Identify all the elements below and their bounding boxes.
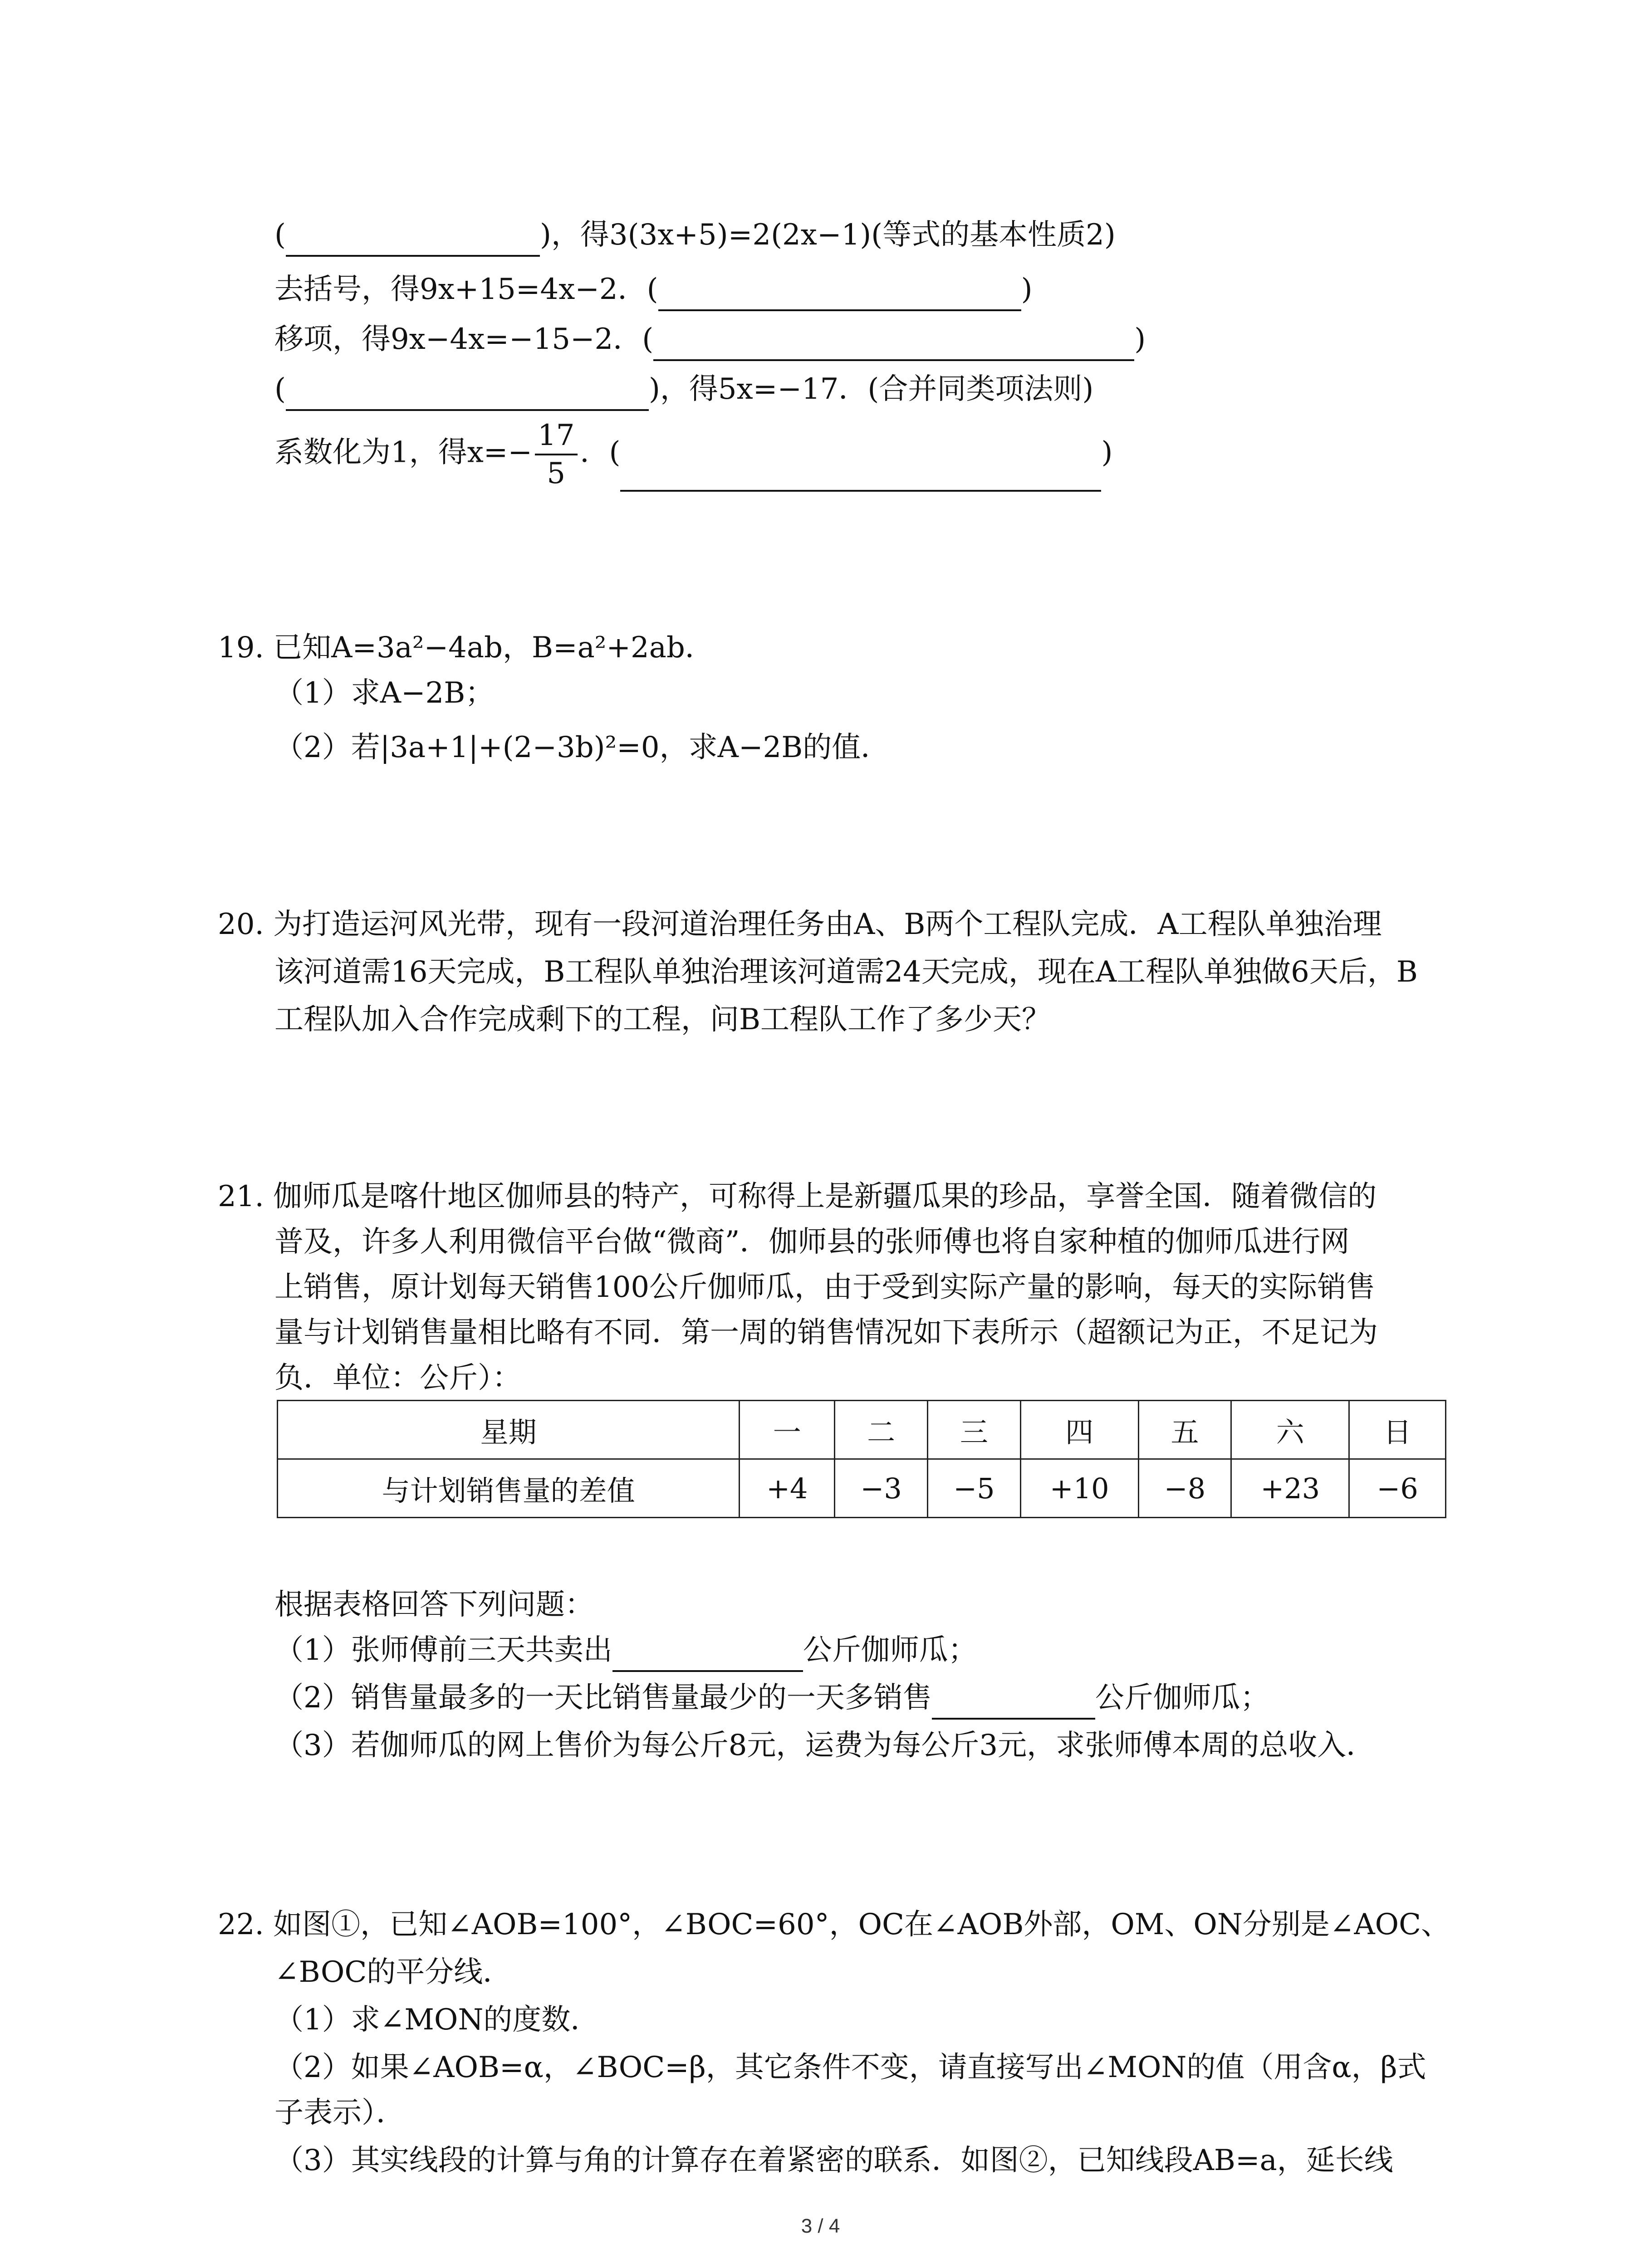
- table-header-cell: 一: [740, 1401, 835, 1459]
- table-row: [278, 1459, 1446, 1518]
- question-21-line-2: 普及，许多人利用微信平台做“微商”．伽师县的张师傅也将自家种植的伽师瓜进行网: [274, 1225, 1350, 1259]
- answer-blank[interactable]: [620, 458, 1101, 492]
- table-cell: +4: [740, 1459, 835, 1518]
- question-21-line-4: 量与计划销售量相比略有不同．第一周的销售情况如下表所示（超额记为正，不足记为: [274, 1316, 1378, 1349]
- answer-blank[interactable]: [653, 327, 1134, 361]
- table-cell: −5: [927, 1459, 1020, 1518]
- question-19-part-1: （1）求A−2B；: [274, 676, 495, 710]
- table-header-cell: 日: [1349, 1401, 1446, 1459]
- table-header-cell: 五: [1138, 1401, 1231, 1459]
- sales-table: [277, 1400, 1446, 1518]
- answer-blank[interactable]: [286, 377, 649, 411]
- question-19-stem: 19. 已知A=3a²−4ab，B=a²+2ab．: [218, 631, 714, 665]
- step-line-4: ( )，得5x=−17．(合并同类项法则): [274, 367, 1093, 411]
- step-line-5: 系数化为1，得x=− $\frac{17}{5}$ ．( ): [274, 417, 1112, 492]
- question-21-line-5: 负．单位：公斤）：: [274, 1361, 521, 1395]
- question-22-part-1: （1）求∠MON的度数．: [274, 2003, 600, 2037]
- question-22-part-3: （3）其实线段的计算与角的计算存在着紧密的联系．如图②，已知线段AB=a，延长线: [274, 2144, 1393, 2177]
- table-header-cell: 二: [835, 1401, 928, 1459]
- question-22-line-2: ∠BOC的平分线．: [274, 1955, 512, 1989]
- table-header-cell: 星期: [278, 1401, 740, 1459]
- step-line-1: ( )，得3(3x+5)=2(2x−1)(等式的基本性质2): [274, 213, 1116, 257]
- question-20-line-3: 工程队加入合作完成剩下的工程，问B工程队工作了多少天？: [274, 1003, 1051, 1036]
- question-19-part-2: （2）若|3a+1|+(2−3b)²=0，求A−2B的值．: [274, 731, 890, 764]
- question-22-part-2-line-1: （2）如果∠AOB=α，∠BOC=β，其它条件不变，请直接写出∠MON的值（用含α，β式: [274, 2051, 1426, 2084]
- table-header-cell: 六: [1231, 1401, 1349, 1459]
- question-21-part-2: （2）销售量最多的一天比销售量最少的一天多销售 公斤伽师瓜；: [274, 1676, 1269, 1720]
- answer-blank[interactable]: [286, 223, 540, 257]
- fraction: $\frac{17}{5}$: [535, 417, 577, 492]
- table-cell: −8: [1138, 1459, 1231, 1518]
- answer-blank[interactable]: [658, 278, 1021, 311]
- answer-blank[interactable]: [612, 1638, 803, 1672]
- table-header-cell: 三: [927, 1401, 1020, 1459]
- question-20-line-2: 该河道需16天完成，B工程队单独治理该河道需24天完成，现在A工程队单独做6天后，B: [274, 955, 1418, 989]
- step-line-2: 去括号，得9x+15=4x−2．( ): [274, 268, 1033, 311]
- question-21-line-3: 上销售，原计划每天销售100公斤伽师瓜，由于受到实际产量的影响，每天的实际销售: [274, 1271, 1376, 1304]
- table-cell: +10: [1020, 1459, 1138, 1518]
- step-line-3: 移项，得9x−4x=−15−2．( ): [274, 318, 1146, 361]
- table-header-cell: 四: [1020, 1401, 1138, 1459]
- question-21-line-1: 21. 伽师瓜是喀什地区伽师县的特产，可称得上是新疆瓜果的珍品，享誉全国．随着微信的: [218, 1180, 1377, 1213]
- table-cell: −3: [835, 1459, 928, 1518]
- question-22-part-2-line-2: 子表示）．: [274, 2096, 405, 2130]
- question-22-line-1: 22. 如图①，已知∠AOB=100°，∠BOC=60°，OC在∠AOB外部，OM、ON分别是∠AOC、: [218, 1908, 1450, 1941]
- question-21-part-1: （1）张师傅前三天共卖出 公斤伽师瓜；: [274, 1628, 977, 1672]
- question-21-part-3: （3）若伽师瓜的网上售价为每公斤8元，运费为每公斤3元，求张师傅本周的总收入．: [274, 1729, 1376, 1762]
- table-cell: +23: [1231, 1459, 1349, 1518]
- table-header-row: [278, 1401, 1446, 1459]
- question-21-intro: 根据表格回答下列问题：: [274, 1588, 594, 1622]
- question-20-line-1: 20. 为打造运河风光带，现有一段河道治理任务由A、B两个工程队完成．A工程队单独治理: [218, 908, 1382, 941]
- answer-blank[interactable]: [932, 1686, 1095, 1720]
- page-number: 3 / 4: [801, 2215, 840, 2237]
- table-cell: 与计划销售量的差值: [278, 1459, 740, 1518]
- table-cell: −6: [1349, 1459, 1446, 1518]
